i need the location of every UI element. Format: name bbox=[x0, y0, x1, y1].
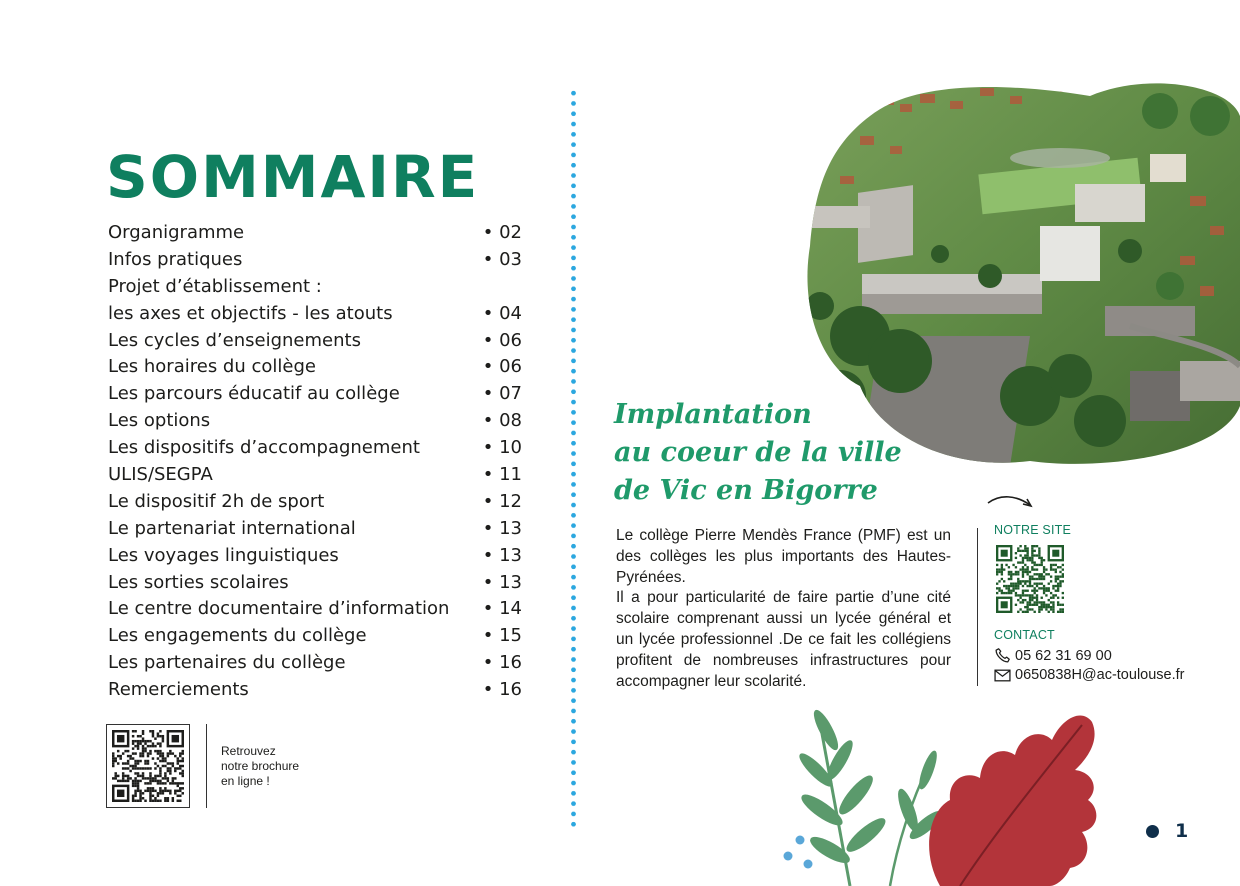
brochure-qr-code[interactable] bbox=[106, 724, 190, 808]
toc-entry-label: Les cycles d’enseignements bbox=[108, 329, 361, 351]
toc-entry-label: les axes et objectifs - les atouts bbox=[108, 302, 393, 324]
toc-entry-page: • 12 bbox=[482, 490, 522, 512]
page-number bbox=[1146, 820, 1188, 842]
toc-entry-label: Les dispositifs d’accompagnement bbox=[108, 437, 420, 459]
toc-entry-label: Les horaires du collège bbox=[108, 356, 316, 378]
toc-entry[interactable] bbox=[108, 330, 522, 357]
title-line: de Vic en Bigorre bbox=[614, 475, 878, 506]
site-qr-code[interactable] bbox=[996, 545, 1064, 613]
toc-entry[interactable] bbox=[108, 464, 522, 491]
caption-line: notre brochure bbox=[221, 759, 300, 773]
phone-line[interactable] bbox=[994, 647, 1112, 664]
toc-entry-page: • 10 bbox=[482, 437, 522, 459]
toc-entry-label: Projet d’établissement : bbox=[108, 275, 322, 297]
page-separator bbox=[571, 88, 576, 828]
toc-entry-label: Le partenariat international bbox=[108, 517, 356, 539]
toc-entry-page: • 16 bbox=[482, 679, 522, 701]
toc-entry-page: • 02 bbox=[482, 222, 522, 243]
toc-entry[interactable] bbox=[108, 679, 522, 706]
decorative-leaves bbox=[770, 700, 1130, 886]
toc-entry[interactable] bbox=[108, 356, 522, 383]
toc-entry[interactable] bbox=[108, 437, 522, 464]
toc-entry[interactable] bbox=[108, 222, 522, 249]
curved-arrow-icon bbox=[986, 493, 1036, 515]
toc-entry-label: Les engagements du collège bbox=[108, 625, 367, 647]
sommaire-title: SOMMAIRE bbox=[106, 143, 480, 211]
toc-entry-label: Les options bbox=[108, 410, 211, 432]
toc-entry-label: Le dispositif 2h de sport bbox=[108, 490, 325, 512]
toc-entry-page: • 16 bbox=[482, 652, 522, 674]
phone-number: 05 62 31 69 00 bbox=[1015, 647, 1112, 664]
page-number-value: 1 bbox=[1175, 820, 1189, 842]
toc-entry-page: • 06 bbox=[482, 329, 522, 351]
email-line[interactable] bbox=[994, 667, 1185, 683]
toc-entry[interactable] bbox=[108, 303, 522, 330]
phone-icon bbox=[994, 647, 1011, 664]
toc-entry-label: Remerciements bbox=[108, 679, 249, 701]
toc-entry-page: • 04 bbox=[482, 302, 522, 324]
qr-divider bbox=[206, 724, 207, 808]
toc-entry[interactable] bbox=[108, 625, 522, 652]
page-number-dot bbox=[1146, 825, 1159, 838]
toc-entry[interactable] bbox=[108, 276, 522, 303]
toc-entry-label: Les partenaires du collège bbox=[108, 652, 346, 674]
toc-entry[interactable] bbox=[108, 383, 522, 410]
notre-site-label: NOTRE SITE bbox=[994, 523, 1072, 537]
email-address: 0650838H@ac-toulouse.fr bbox=[1015, 667, 1185, 683]
toc-entry-label: ULIS/SEGPA bbox=[108, 464, 213, 486]
toc-entry[interactable] bbox=[108, 491, 522, 518]
toc-entry[interactable] bbox=[108, 652, 522, 679]
toc-entry-page: • 14 bbox=[482, 598, 522, 620]
toc-entry-page: • 08 bbox=[482, 410, 522, 432]
toc-entry[interactable] bbox=[108, 545, 522, 572]
toc-entry-label: Les voyages linguistiques bbox=[108, 544, 339, 566]
toc-entry-label: Les sorties scolaires bbox=[108, 571, 289, 593]
college-description bbox=[616, 526, 951, 692]
toc-entry[interactable] bbox=[108, 598, 522, 625]
qr-code-icon bbox=[112, 730, 184, 802]
toc-entry[interactable] bbox=[108, 572, 522, 599]
toc-entry-page: • 15 bbox=[482, 625, 522, 647]
contact-label: CONTACT bbox=[994, 628, 1055, 642]
toc-entry[interactable] bbox=[108, 410, 522, 437]
description-paragraph: Le collège Pierre Mendès France (PMF) est un des collèges les plus importants des Hautes-Pyrénées. bbox=[616, 527, 951, 586]
contact-divider bbox=[977, 528, 978, 686]
toc-entry-label: Infos pratiques bbox=[108, 248, 243, 270]
description-paragraph: Il a pour particularité de faire partie d’une cité scolaire comprenant aussi un lycée général et un lycée professionnel .De ce fait les collégiens profitent de nombreuses infrastructures pour accompagner leur scolarité. bbox=[616, 589, 951, 690]
title-line: Implantation bbox=[614, 399, 812, 430]
envelope-icon bbox=[994, 669, 1011, 682]
toc-entry-label: Le centre documentaire d’information bbox=[108, 598, 450, 620]
toc-entry-page: • 07 bbox=[482, 383, 522, 405]
toc-entry[interactable] bbox=[108, 518, 522, 545]
brochure-caption bbox=[221, 744, 331, 789]
caption-line: en ligne ! bbox=[221, 774, 270, 788]
toc-entry-page: • 13 bbox=[482, 571, 522, 593]
toc-entry[interactable] bbox=[108, 249, 522, 276]
implantation-title bbox=[614, 396, 902, 510]
toc-entry-label: Les parcours éducatif au collège bbox=[108, 383, 400, 405]
title-line: au coeur de la ville bbox=[614, 437, 902, 468]
toc-entry-page: • 03 bbox=[482, 248, 522, 270]
toc-entry-page: • 13 bbox=[482, 544, 522, 566]
toc-entry-page: • 13 bbox=[482, 517, 522, 539]
toc-entry-page: • 06 bbox=[482, 356, 522, 378]
toc-entry-label: Organigramme bbox=[108, 222, 245, 243]
caption-line: Retrouvez bbox=[221, 744, 276, 758]
toc-entry-page: • 11 bbox=[482, 464, 522, 486]
table-of-contents bbox=[108, 222, 522, 706]
